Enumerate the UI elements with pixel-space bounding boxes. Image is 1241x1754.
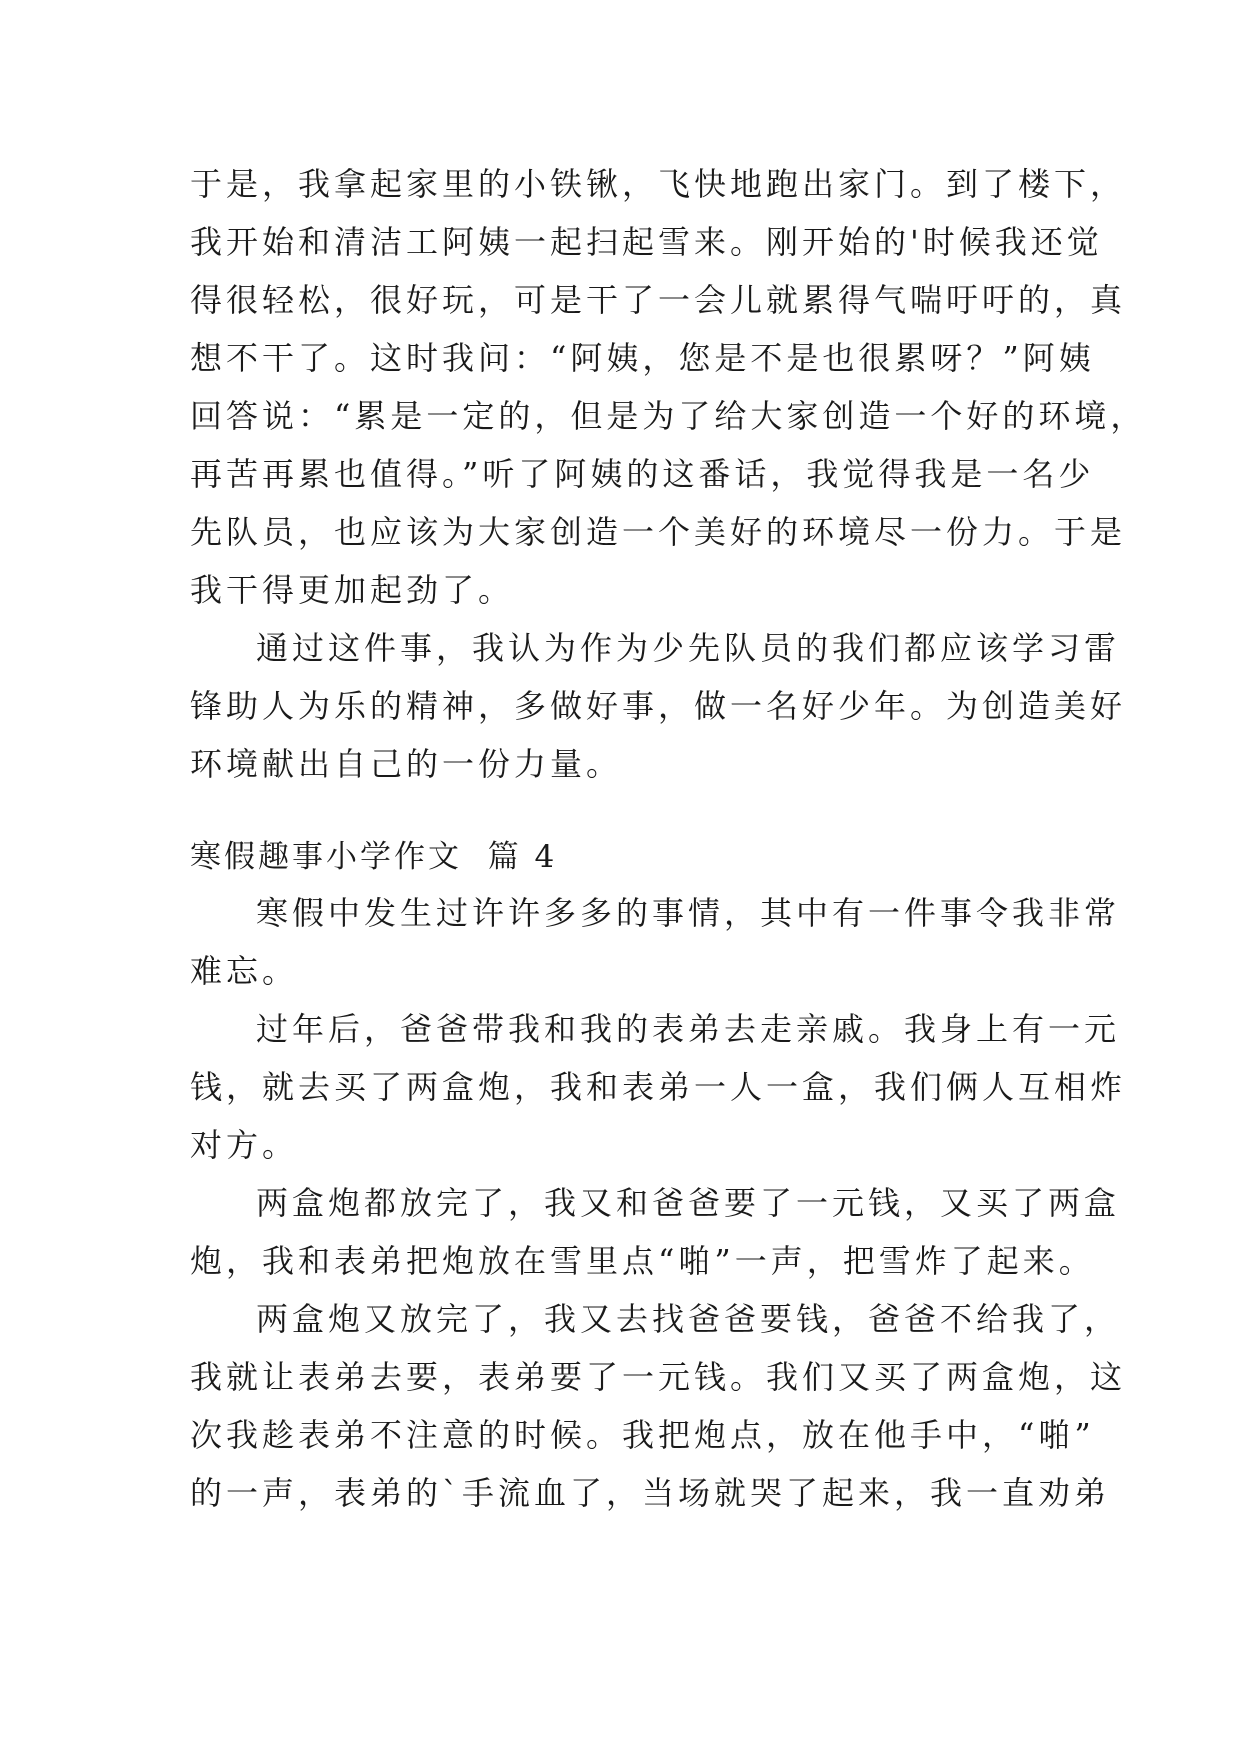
paragraph-line: 再苦再累也值得。”听了阿姨的这番话，我觉得我是一名少 [190, 455, 1095, 493]
paragraph-line: 我开始和清洁工阿姨一起扫起雪来。刚开始的'时候我还觉 [190, 223, 1103, 261]
paragraph-line: 寒假中发生过许许多多的事情，其中有一件事令我非常 [256, 894, 1121, 932]
paragraph-line: 过年后，爸爸带我和我的表弟去走亲戚。我身上有一元 [256, 1010, 1121, 1048]
paragraph-line: 通过这件事，我认为作为少先队员的我们都应该学习雷 [256, 629, 1121, 667]
paragraph-line: 炮，我和表弟把炮放在雪里点“啪”一声，把雪炸了起来。 [190, 1242, 1095, 1280]
passage-1 [190, 155, 1147, 793]
paragraph-line: 我就让表弟去要，表弟要了一元钱。我们又买了两盒炮，这 [190, 1358, 1127, 1396]
paragraph-line: 锋助人为乐的精神，多做好事，做一名好少年。为创造美好 [190, 687, 1127, 725]
paragraph-line: 两盒炮都放完了，我又和爸爸要了一元钱，又买了两盒 [256, 1184, 1121, 1222]
section-heading: 寒假趣事小学作文 篇 4 [190, 839, 558, 875]
paragraph-line: 于是，我拿起家里的小铁锹，飞快地跑出家门。到了楼下， [190, 165, 1127, 203]
passage-2 [190, 884, 1127, 1522]
paragraph-line: 得很轻松，很好玩，可是干了一会儿就累得气喘吁吁的，真 [190, 281, 1127, 319]
paragraph-line: 次我趁表弟不注意的时候。我把炮点，放在他手中，“啪” [190, 1416, 1095, 1454]
paragraph-line: 环境献出自己的一份力量。 [190, 745, 623, 783]
section-heading-block [190, 828, 1070, 886]
paragraph-line: 我干得更加起劲了。 [190, 571, 515, 609]
paragraph-line: 两盒炮又放完了，我又去找爸爸要钱，爸爸不给我了， [256, 1300, 1121, 1338]
paragraph-line: 对方。 [190, 1126, 299, 1164]
paragraph-line: 先队员，也应该为大家创造一个美好的环境尽一份力。于是 [190, 513, 1127, 551]
paragraph-line: 的一声，表弟的`手流血了，当场就哭了起来，我一直劝弟 [190, 1474, 1111, 1512]
paragraph-line: 钱，就去买了两盒炮，我和表弟一人一盒，我们俩人互相炸 [190, 1068, 1127, 1106]
paragraph-line: 回答说：“累是一定的，但是为了给大家创造一个好的环境， [190, 397, 1147, 435]
paragraph-line: 想不干了。这时我问：“阿姨，您是不是也很累呀？”阿姨 [190, 339, 1095, 377]
paragraph-line: 难忘。 [190, 952, 299, 990]
